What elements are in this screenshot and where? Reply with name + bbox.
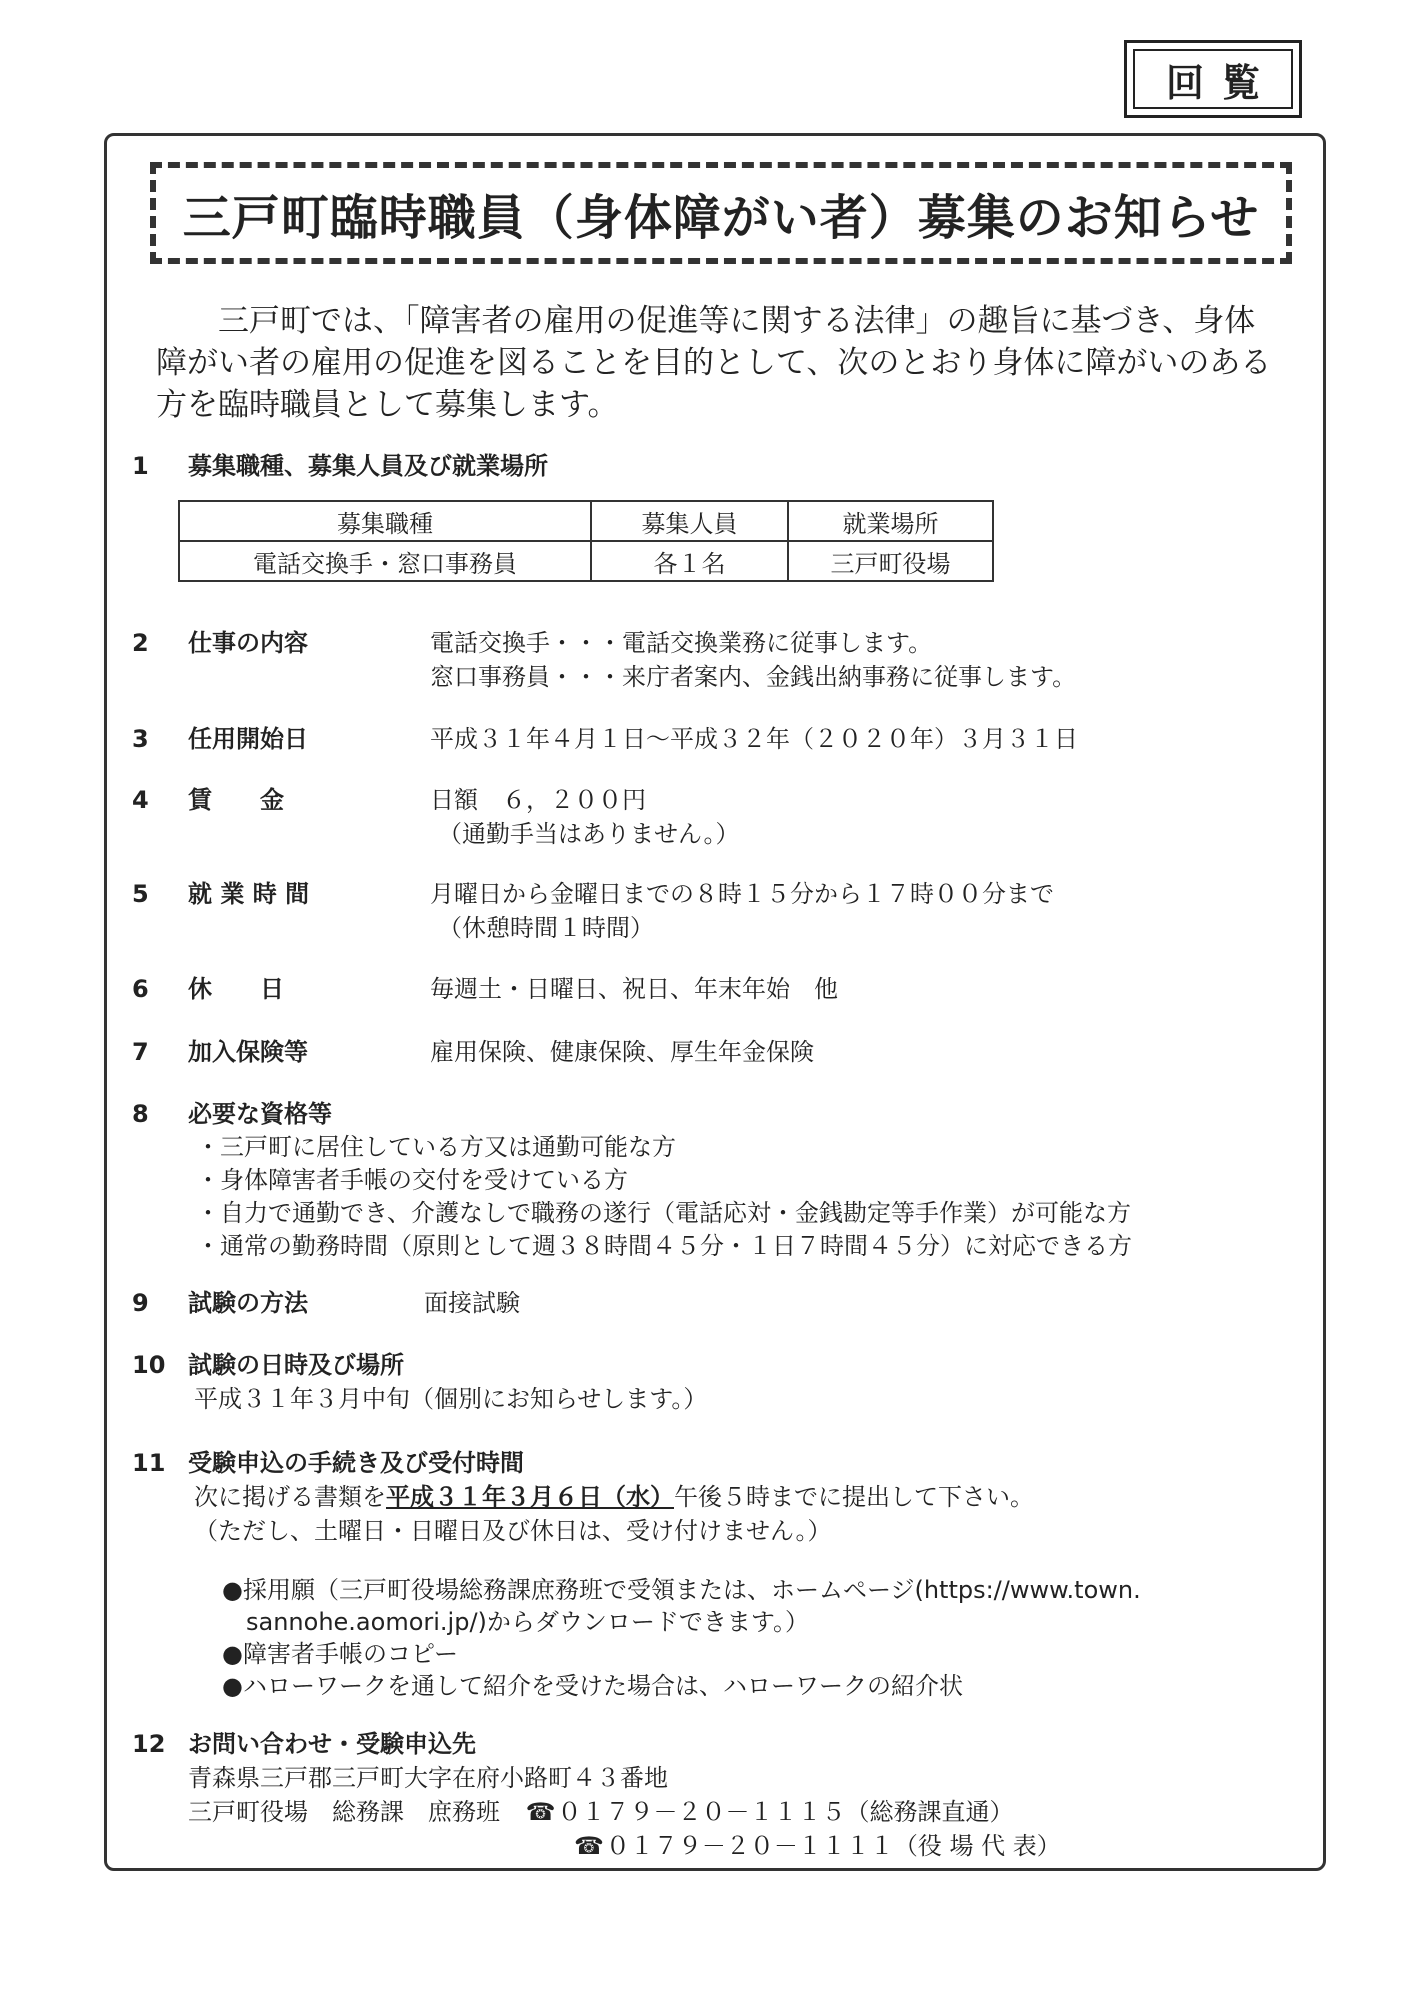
section-body: [430, 783, 739, 851]
phone-icon: ☎: [525, 1798, 556, 1826]
section-body: [424, 1286, 520, 1320]
section-line: 電話交換手・・・電話交換業務に従事します。: [430, 629, 933, 657]
recruitment-table: [178, 500, 994, 582]
required-documents: [222, 1574, 1141, 1702]
section-11-body: [194, 1480, 1034, 1548]
list-item: sannohe.aomori.jp/)からダウンロードできます。）: [246, 1608, 809, 1636]
notice-title: 三戸町臨時職員（身体障がい者）募集のお知らせ: [182, 189, 1260, 246]
section-body: [430, 626, 1076, 694]
list-item: ●障害者手帳のコピー: [222, 1640, 458, 1668]
section-line: 窓口事務員・・・来庁者案内、金銭出納事務に従事します。: [430, 663, 1077, 691]
section-number: 3: [132, 725, 149, 753]
section-number: 8: [132, 1100, 149, 1128]
section-10-body: [194, 1382, 707, 1416]
section-title: 就 業 時 間: [188, 880, 310, 908]
section-title: 任用開始日: [188, 725, 308, 753]
qualification-list: [196, 1131, 1132, 1263]
section-title: 休 日: [188, 975, 284, 1003]
title-box: [150, 162, 1292, 264]
list-item: ・身体障害者手帳の交付を受けている方: [196, 1166, 628, 1194]
deadline-prefix: 次に掲げる書類を: [194, 1483, 386, 1511]
section-number: 9: [132, 1289, 149, 1317]
list-item: ・通常の勤務時間（原則として週３８時間４５分・１日７時間４５分）に対応できる方: [196, 1232, 1132, 1260]
contact-info: [188, 1761, 1014, 1829]
table-cell: 各１名: [591, 541, 788, 581]
section-title: 受験申込の手続き及び受付時間: [188, 1449, 524, 1477]
section-title: 仕事の内容: [188, 629, 308, 657]
section-title: お問い合わせ・受験申込先: [188, 1730, 476, 1758]
section-number: 4: [132, 786, 149, 814]
section-line: 毎週土・日曜日、祝日、年末年始 他: [430, 975, 838, 1003]
table-header: 募集人員: [591, 501, 788, 541]
section-title: 募集職種、募集人員及び就業場所: [188, 452, 548, 480]
deadline-note: （ただし、土曜日・日曜日及び休日は、受け付けません。）: [194, 1517, 832, 1545]
contact-address: 青森県三戸郡三戸町大字在府小路町４３番地: [188, 1764, 668, 1792]
contact-tel-2: [574, 1829, 1061, 1863]
tel-number: ０１７９－２０－１１１５（総務課直通）: [557, 1798, 1014, 1826]
deadline-date: 平成３１年３月６日（水）: [386, 1483, 674, 1511]
phone-icon: ☎: [574, 1832, 604, 1860]
section-line: 平成３１年４月１日～平成３２年（２０２０年）３月３１日: [430, 725, 1078, 753]
section-line: 日額 ６，２００円: [430, 786, 646, 814]
table-header: 募集職種: [179, 501, 591, 541]
section-body: [430, 877, 1054, 945]
section-title: 試験の日時及び場所: [188, 1351, 404, 1379]
section-number: 12: [132, 1730, 166, 1758]
list-item: ●採用願（三戸町役場総務課庶務班で受領または、ホームページ(https://www.town.: [222, 1576, 1141, 1604]
tel-number: ０１７９－２０－１１１１（役 場 代 表）: [605, 1832, 1061, 1860]
deadline-line: [194, 1480, 1034, 1514]
section-number: 1: [132, 452, 149, 480]
section-line: （休憩時間１時間）: [438, 914, 654, 942]
deadline-suffix: 午後５時までに提出して下さい。: [674, 1483, 1034, 1511]
table-header: 就業場所: [788, 501, 993, 541]
table-header-row: [179, 501, 993, 541]
list-item: ・三戸町に居住している方又は通勤可能な方: [196, 1133, 676, 1161]
table-cell: 電話交換手・窓口事務員: [179, 541, 591, 581]
list-item: ・自力で通勤でき、介護なしで職務の遂行（電話応対・金銭勘定等手作業）が可能な方: [196, 1199, 1132, 1227]
section-number: 11: [132, 1449, 166, 1477]
contact-tel-1: [526, 1798, 1014, 1826]
list-item: ●ハローワークを通して紹介を受けた場合は、ハローワークの紹介状: [222, 1672, 963, 1700]
circulation-stamp-label: 回覧: [1133, 49, 1293, 109]
section-line: 月曜日から金曜日までの８時１５分から１７時００分まで: [430, 880, 1054, 908]
section-body: [430, 972, 838, 1006]
section-line: （通勤手当はありません。）: [438, 820, 740, 848]
section-title: 試験の方法: [188, 1289, 308, 1317]
section-line: 雇用保険、健康保険、厚生年金保険: [430, 1038, 814, 1066]
section-title: 必要な資格等: [188, 1100, 332, 1128]
section-number: 10: [132, 1351, 166, 1379]
section-number: 2: [132, 629, 149, 657]
intro-paragraph: 三戸町では、「障害者の雇用の促進等に関する法律」の趣旨に基づき、身体障がい者の雇用の促進を図ることを目的として、次のとおり身体に障がいのある方を臨時職員として募集します。: [156, 303, 1272, 423]
section-body: [430, 722, 1078, 756]
section-number: 5: [132, 880, 149, 908]
section-number: 6: [132, 975, 149, 1003]
section-number: 7: [132, 1038, 149, 1066]
contact-office: 三戸町役場 総務課 庶務班: [188, 1798, 500, 1826]
table-cell: 三戸町役場: [788, 541, 993, 581]
section-line: 面接試験: [424, 1289, 520, 1317]
section-body: [430, 1035, 814, 1069]
circulation-stamp: [1124, 40, 1302, 118]
section-line: 平成３１年３月中旬（個別にお知らせします。）: [194, 1385, 708, 1413]
section-title: 賃 金: [188, 786, 284, 814]
section-title: 加入保険等: [188, 1038, 308, 1066]
contact-office-line: [188, 1795, 1014, 1829]
table-row: [179, 541, 993, 581]
